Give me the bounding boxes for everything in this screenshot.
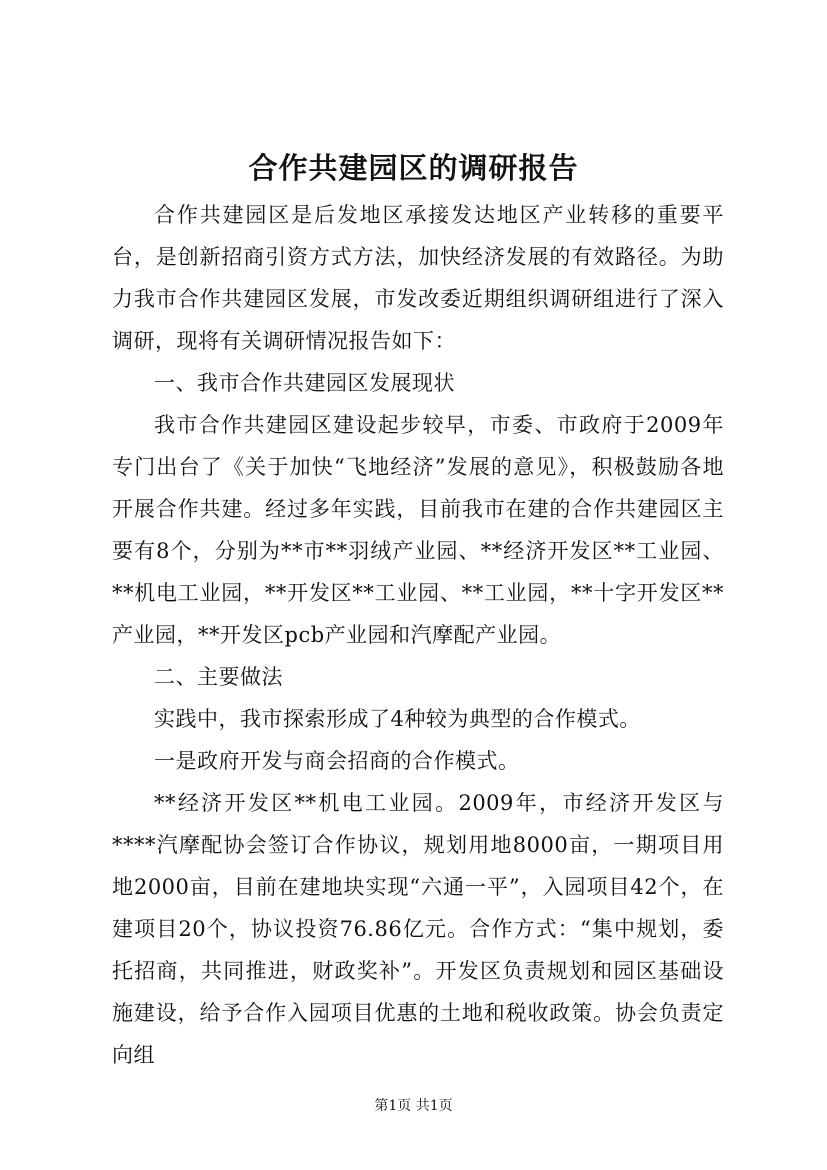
section-heading-practices: 二、主要做法 [154,665,283,689]
paragraph-practices-intro: 实践中，我市探索形成了4种较为典型的合作模式。 [154,707,641,731]
document-body [112,194,724,1076]
section-heading-status: 一、我市合作共建园区发展现状 [154,371,455,395]
page-footer: 第1页 共1页 [374,1098,453,1114]
subheading-model-one: 一是政府开发与商会招商的合作模式。 [154,749,520,773]
document-title: 合作共建园区的调研报告 [248,151,579,185]
paragraph-intro: 合作共建园区是后发地区承接发达地区产业转移的重要平台，是创新招商引资方式方法，加快经济发展的有效路径。为助力我市合作共建园区发展，市发改委近期组织调研组进行了深入调研，现将有关调研情况报告如下： [112,203,724,353]
paragraph-status: 我市合作共建园区建设起步较早，市委、市政府于2009年专门出台了《关于加快“飞地经济”发展的意见》，积极鼓励各地开展合作共建。经过多年实践，目前我市在建的合作共建园区主要有8个，分别为**市**羽绒产业园、**经济开发区**工业园、**机电工业园，**开发区**工业园、**工业园，**十字开发区**产业园，**开发区pcb产业园和汽摩配产业园。 [112,413,724,647]
paragraph-model-one-detail: **经济开发区**机电工业园。2009年，市经济开发区与****汽摩配协会签订合作协议，规划用地8000亩，一期项目用地2000亩，目前在建地块实现“六通一平”，入园项目42个，在建项目20个，协议投资76.86亿元。合作方式：“集中规划，委托招商，共同推进，财政奖补”。开发区负责规划和园区基础设施建设，给予合作入园项目优惠的土地和税收政策。协会负责定向组 [112,791,724,1067]
